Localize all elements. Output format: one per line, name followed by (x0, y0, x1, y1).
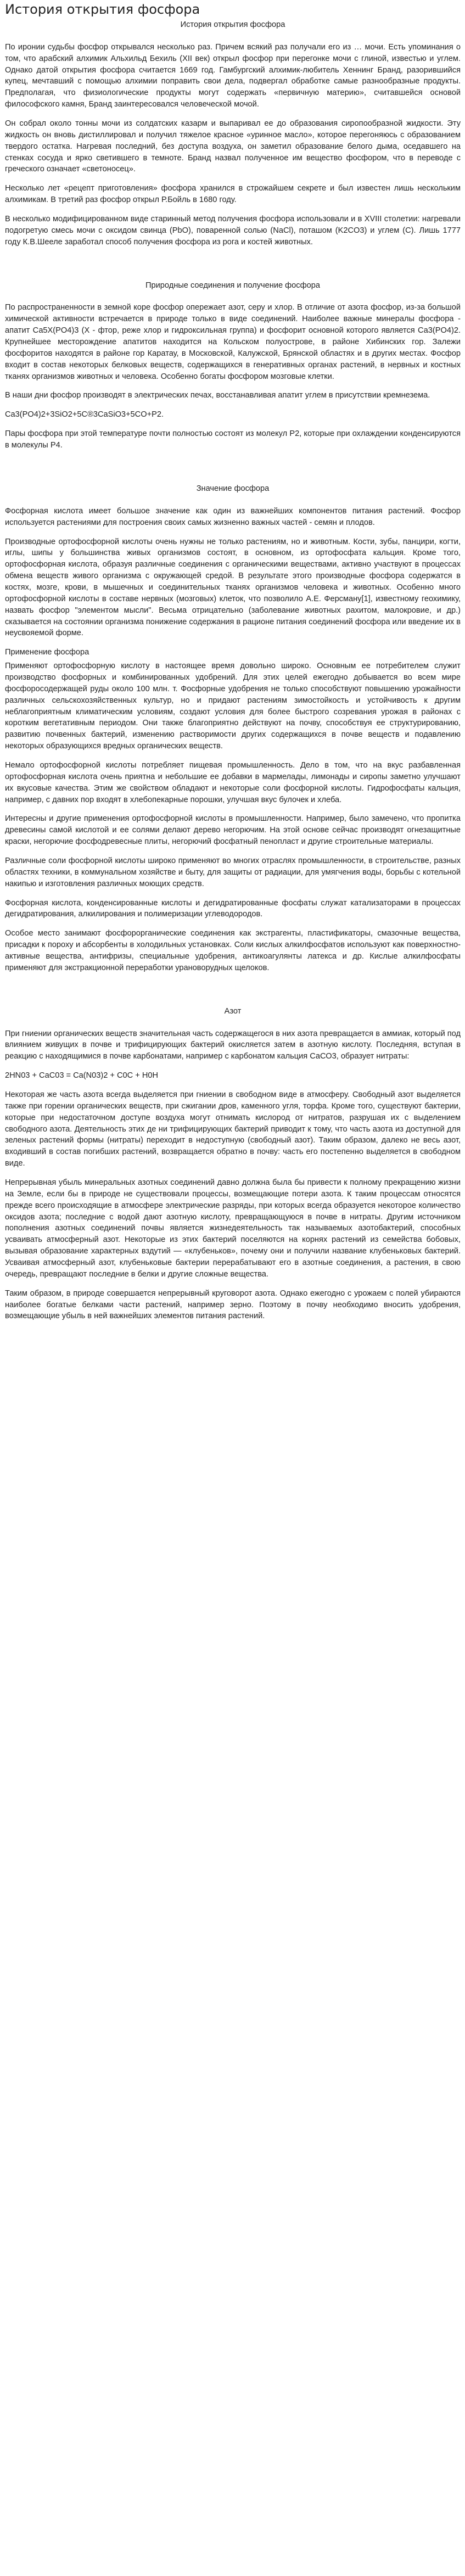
chemical-equation: Ca3(PO4)2+3SiO2+5C®3CaSiO3+5CO+P2. (5, 410, 164, 419)
page-title: История открытия фосфора (5, 2, 200, 17)
paragraph: Пары фосфора при этой температуре почти полностью состоят из молекул Р2, которые при охлаждении конденсируются в молекулы Р4. (5, 429, 461, 450)
paragraph: Интересны и другие применения ортофосфорной кислоты в промышленности. Например, было замечено, что пропитка древесины самой кислотой и ее солями делают дерево негорючим. На этой основе сейчас производят огнезащитные краски, негорючие фосфодревесные плиты, негорючий фосфатный пенопласт и другие строительные материалы. (5, 814, 461, 847)
document-page (0, 1, 465, 1322)
paragraph: Некоторая же часть азота всегда выделяется при гниении в свободном виде в атмосферу. Свободный азот выделяется также при горении органических веществ, при сжигании дров, каменного угля, торфа. Кроме того, существуют бактерии, которые при недостаточном доступе воздуха могут отнимать кислород от нитратов, разрушая их с выделением свободного азота. Деятельность этих де ни трифицирующих бактерий приводит к тому, что часть азота из доступной для зеленых растений формы (нитраты) переходит в недоступную (свободный азот). Таким образом, далеко не весь азот, входивший в состав погибших растений, возвращается обратно в почву: часть его постепенно выделяется в свободном виде. (5, 1090, 461, 1168)
paragraph: Особое место занимают фосфорорганические соединения как экстрагенты, пластификаторы, смазочные вещества, присадки к пороху и абсорбенты в холодильных установках. Соли кислых алкилфосфатов используют как поверхностно-активные вещества, антифризы, специальные удобрения, антикоагулянты латекса и др. Кислые алкилфосфаты применяют для экстракционной переработки урановорудных щелоков. (5, 929, 461, 972)
paragraph: В несколько модифицированном виде старинный метод получения фосфора использовали и в XVIII столетии: нагревали подогретую смесь мочи с оксидом свинца (PbO), поваренной солью (NaCl), поташом (K2CO3) и углем (C). Лишь 1777 году К.В.Шееле заработал способ получения фосфора из рога и костей животных. (5, 215, 461, 247)
paragraph: Фосфорная кислота, конденсированные кислоты и дегидратированные фосфаты служат катализаторами в процессах дегидратирования, алкилирования и полимеризации углеводородов. (5, 898, 461, 919)
paragraph: Таким образом, в природе совершается непрерывный круговорот азота. Однако ежегодно с урожаем с полей убираются наиболее богатые белками части растений, например зерно. Поэтому в почву необходимо вносить удобрения, возмещающие убыль в ней важнейших элементов питания растений. (5, 1289, 461, 1321)
section-heading-nitrogen: Азот (224, 1006, 242, 1016)
paragraph: В наши дни фосфор производят в электрических печах, восстанавливая апатит углем в присутствии кремнезема. (5, 391, 430, 400)
subheading-application: Применение фосфора (5, 648, 89, 657)
section-heading-history: История открытия фосфора (180, 20, 285, 29)
section-heading-natural-compounds: Природные соединения и получение фосфора (145, 281, 320, 290)
paragraph: Применяют ортофосфорную кислоту в настоящее время довольно широко. Основным ее потребителем служит производство фосфорных и комбинированных удобрений. Для этих целей ежегодно добывается во всем мире фосфоросодержащей руды около 100 млн. т. Фосфорные удобрения не только способствуют повышению урожайности различных сельскохозяйственных культур, но и придают растениям зимостойкость и устойчивость к другим неблагоприятным климатическим условиям, создают условия для более быстрого созревания урожая в районах с коротким вегетативным периодом. Они также благоприятно действуют на почву, способствуя ее структурированию, развитию почвенных бактерий, изменению растворимости других содержащихся в почве веществ и подавлению некоторых образующихся вредных органических веществ. (5, 662, 461, 751)
paragraph: Он собрал около тонны мочи из солдатских казарм и выпаривал ее до образования сиропообразной жидкости. Эту жидкость он вновь дистиллировал и получил тяжелое красное «уринное масло», которое перегоняюсь с образованием твердого остатка. Нагревая последний, без доступа воздуха, он заметил образование белого дыма, оседавшего на стенках сосуда и ярко светившего в темноте. Бранд назвал полученное им вещество фосфором, что в переводе с греческого означает «светоносец». (5, 119, 461, 174)
paragraph: Фосфорная кислота имеет большое значение как один из важнейших компонентов питания растений. Фосфор используется растениями для построения своих самых жизненно важных частей - семян и плодов. (5, 506, 461, 527)
section-heading-significance: Значение фосфора (196, 484, 270, 493)
paragraph: Производные ортофосфорной кислоты очень нужны не только растениям, но и животным. Кости, зубы, панцири, когти, иглы, шипы у большинства живых организмов состоят, в основном, из ортофосфата кальция. Кроме того, ортофосфорная кислота, образуя различные соединения с органическими веществами, активно участвуют в процессах обмена веществ живого организма с окружающей средой. В результате этого производные фосфора содержатся в костях, мозге, крови, в мышечных и соединительных тканях организмов человека и животных. Особенно много ортофосфорной кислоты в составе нервных (мозговых) клеток, что позволило А.Е. Ферсману[1], известному геохимику, назвать фосфор "элементом мысли". Весьма отрицательно (заболевание животных рахитом, малокровие, и др.) сказывается на состоянии организма понижение содержания в рационе питания соединений фосфора или введение их в неусвояемой форме. (5, 537, 461, 638)
paragraph: При гниении органических веществ значительная часть содержащегося в них азота превращается в аммиак, который под влиянием живущих в почве и трифицирующих бактерий окисляется затем в азотную кислоту. Последняя, вступая в реакцию с находящимися в почве карбонатами, например с карбонатом кальция СаСО3, образует нитраты: (5, 1029, 461, 1061)
paragraph: Различные соли фосфорной кислоты широко применяют во многих отраслях промышленности, в строительстве, разных областях техники, в коммунальном хозяйстве и быту, для защиты от радиации, для умягчения воды, борьбы с котельной накипью и изготовления различных моющих средств. (5, 856, 461, 888)
paragraph: Несколько лет «рецепт приготовления» фосфора хранился в строжайшем секрете и был известен лишь нескольким алхимикам. В третий раз фосфор открыл Р.Бойль в 1680 году. (5, 184, 461, 205)
paragraph: Непрерывная убыль минеральных азотных соединений давно должна была бы привести к полному прекращению жизни на Земле, если бы в природе не существовали процессы, возмещающие потери азота. К таким процессам относятся прежде всего происходящие в атмосфере электрические разряды, при которых всегда образуется некоторое количество оксидов азота; последние с водой дают азотную кислоту, превращающуюся в почве в нитраты. Другим источником пополнения азотных соединений почвы является жизнедеятельность так называемых азотобактерий, способных усваивать атмосферный азот. Некоторые из этих бактерий поселяются на корнях растений из семейства бобовых, вызывая образование характерных вздутий — «клубеньков», почему они и получили название клубеньковых бактерий. Усваивая атмосферный азот, клубеньковые бактерии перерабатывают его в азотные соединения, а растения, в свою очередь, превращают последние в белки и другие сложные вещества. (5, 1178, 461, 1279)
paragraph: По распространенности в земной коре фосфор опережает азот, серу и хлор. В отличие от азота фосфор, из-за большой химической активности встречается в природе только в виде соединений. Наиболее важные минералы фосфора - апатит Са5X(PO4)3 (X - фтор, реже хлор и гидроксильная группа) и фосфорит основной которого является Са3(PO4)2. Крупнейшее месторождение апатитов находится на Кольском полуострове, в районе Хибинских гор. Залежи фосфоритов находятся в районе гор Каратау, в Московской, Калужской, Брянской областях и в других местах. Фосфор входит в состав некоторых белковых веществ, содержащихся в генеративных органах растений, в нервных и костных тканях организмов животных и человека. Особенно богаты фосфором мозговые клетки. (5, 303, 461, 381)
paragraph: Немало ортофосфорной кислоты потребляет пищевая промышленность. Дело в том, что на вкус разбавленная ортофосфорная кислота очень приятна и небольшие ее добавки в мармелады, лимонады и сиропы заметно улучшают их вкусовые качества. Этим же свойством обладают и некоторые соли фосфорной кислоты. Гидрофосфаты кальция, например, с давних пор входят в хлебопекарные порошки, улучшая вкус булочек и хлеба. (5, 760, 461, 804)
chemical-equation: 2HN03 + CaC03 = Ca(N03)2 + C0C + H0H (5, 1071, 159, 1080)
paragraph: По иронии судьбы фосфор открывался несколько раз. Причем всякий раз получали его из … мочи. Есть упоминания о том, что арабский алхимик Альхильд Бехиль (XII век) открыл фосфор при перегонке мочи с глиной, известью и углем. Однако датой открытия фосфора считается 1669 год. Гамбургский алхимик-любитель Хеннинг Бранд, разорившийся купец, мечтавший с помощью алхимии поправить свои дела, подвергал обработке самые разнообразные продукты. Предполагая, что физиологические продукты могут содержать «первичную материю», считавшейся основой философского камня, Бранд заинтересовался человеческой мочой. (5, 42, 461, 109)
